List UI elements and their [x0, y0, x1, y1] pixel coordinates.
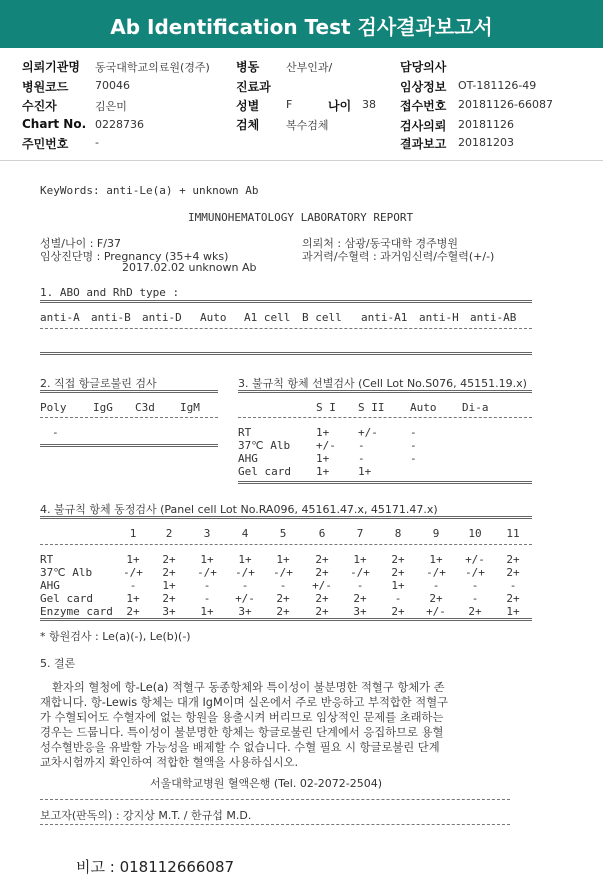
panel-cell: 2+: [162, 592, 176, 605]
screening-title: 3. 불규칙 항체 선별검사 (Cell Lot No.S076, 45151.19.x): [238, 377, 527, 390]
screening-column: S I: [316, 401, 336, 414]
ward-value: 산부인과/: [286, 61, 333, 74]
panel-cell: 2+: [315, 553, 329, 566]
panel-column: 10: [468, 527, 482, 540]
divider: [40, 444, 218, 447]
screening-cell: -: [410, 426, 417, 439]
panel-cell: 1+: [429, 553, 443, 566]
panel-cell: 1+: [506, 605, 520, 618]
panel-cell: 2+: [315, 566, 329, 579]
screening-cell: +/-: [316, 439, 336, 452]
panel-cell: 2+: [162, 566, 176, 579]
panel-cell: 2+: [126, 605, 140, 618]
panel-column: 2: [165, 527, 173, 540]
report-date-label: 결과보고: [400, 137, 447, 151]
panel-row-label: Enzyme card: [40, 605, 113, 618]
divider: [40, 417, 218, 418]
conclusion-title: 5. 결론: [40, 657, 76, 670]
panel-cell: 2+: [391, 553, 405, 566]
panel-column: 5: [279, 527, 287, 540]
screening-cell: +/-: [358, 426, 378, 439]
panel-cell: 2+: [315, 592, 329, 605]
id-number-label: 주민번호: [22, 137, 69, 151]
divider: [40, 390, 218, 393]
panel-row-label: 37℃ Alb: [40, 566, 93, 579]
panel-cell: -/+: [465, 566, 485, 579]
panel-column: 8: [394, 527, 402, 540]
panel-cell: 2+: [506, 592, 520, 605]
screening-cell: 1+: [316, 452, 330, 465]
panel-cell: -/+: [123, 566, 143, 579]
panel-cell: 1+: [238, 553, 252, 566]
abo-column: anti-H: [419, 311, 459, 324]
panel-cell: -: [129, 579, 137, 592]
hospital-code-value: 70046: [95, 79, 130, 92]
panel-cell: 1+: [200, 553, 214, 566]
specimen-label: 검체: [236, 118, 260, 132]
panel-cell: 2+: [391, 605, 405, 618]
abo-column: B cell: [302, 311, 342, 324]
sex-label: 성별: [236, 99, 260, 113]
panel-cell: -/+: [350, 566, 370, 579]
divider: [40, 516, 532, 519]
transfusion-history: 과거력/수혈력 : 과거임신력/수혈력(+/-): [302, 250, 495, 263]
panel-row-label: AHG: [40, 579, 60, 592]
conclusion-line: 교차시험까지 확인하여 적합한 혈액을 사용하십시오.: [40, 756, 299, 769]
conclusion-line: 성수혈반응을 유발할 가능성을 배제할 수 없습니다. 수혈 필요 시 항글로불린 단계: [40, 741, 440, 754]
dat-column: IgM: [180, 401, 200, 414]
sex-age: 성별/나이 : F/37: [40, 237, 121, 250]
panel-cell: -/+: [426, 566, 446, 579]
patient-label: 수진자: [22, 99, 57, 113]
panel-cell: -/+: [273, 566, 293, 579]
chart-no-value: 0228736: [95, 118, 144, 131]
panel-cell: -: [432, 579, 440, 592]
conclusion-line: 가 수혈되어도 수혈자에 없는 항원을 용출시켜 버리므로 임상적인 문제를 초래하는: [40, 711, 444, 724]
panel-cell: -: [203, 592, 211, 605]
panel-cell: -: [509, 579, 517, 592]
panel-row-label: Gel card: [40, 592, 93, 605]
screening-column: S II: [358, 401, 385, 414]
doctor-label: 담당의사: [400, 60, 447, 74]
panel-title: 4. 불규칙 항체 동정검사 (Panel cell Lot No.RA096, 45161.47.x, 45171.47.x): [40, 503, 438, 516]
request-label: 검사의뢰: [400, 119, 447, 133]
panel-cell: 2+: [162, 553, 176, 566]
panel-cell: 1+: [353, 553, 367, 566]
panel-cell: 2+: [353, 592, 367, 605]
panel-cell: -: [471, 592, 479, 605]
divider: [40, 824, 510, 825]
abo-column: A1 cell: [244, 311, 291, 324]
screening-cell: -: [358, 439, 365, 452]
abo-column: anti-AB: [470, 311, 517, 324]
panel-cell: 2+: [276, 592, 290, 605]
divider: [238, 417, 532, 418]
panel-cell: -/+: [197, 566, 217, 579]
panel-row-label: RT: [40, 553, 54, 566]
age-value: 38: [362, 98, 376, 111]
screening-cell: -: [410, 439, 417, 452]
sex-value: F: [286, 98, 293, 111]
screening-cell: -: [358, 452, 365, 465]
signature-organization: 서울대학교병원 혈액은행 (Tel. 02-2072-2504): [150, 777, 383, 790]
panel-cell: 2+: [315, 605, 329, 618]
panel-cell: 1+: [200, 605, 214, 618]
abo-column: anti-D: [142, 311, 182, 324]
panel-cell: 2+: [391, 566, 405, 579]
divider: [40, 352, 532, 355]
department-label: 진료과: [236, 80, 271, 94]
panel-cell: 3+: [162, 605, 176, 618]
divider: [40, 328, 532, 329]
divider: [40, 544, 532, 545]
abo-column: anti-A1: [361, 311, 408, 324]
panel-cell: 2+: [506, 553, 520, 566]
screening-cell: 1+: [358, 465, 372, 478]
requester: 의뢰처 : 삼광/동국대학 경주병원: [302, 237, 459, 250]
panel-column: 1: [129, 527, 137, 540]
clinical-info-value: OT-181126-49: [458, 79, 537, 92]
panel-column: 7: [356, 527, 364, 540]
panel-cell: -: [279, 579, 287, 592]
conclusion-line: 환자의 혈청에 항-Le(a) 적혈구 동종항체와 특이성이 불분명한 적혈구 항체가 존: [52, 681, 445, 694]
screening-cell: -: [410, 452, 417, 465]
institution-label: 의뢰기관명: [22, 60, 80, 74]
panel-cell: 2+: [276, 605, 290, 618]
remark: 비고 : 018112666087: [76, 858, 235, 876]
panel-column: 6: [318, 527, 326, 540]
divider: [238, 390, 532, 393]
panel-cell: 2+: [506, 566, 520, 579]
panel-cell: +/-: [235, 592, 255, 605]
lab-report-title: IMMUNOHEMATOLOGY LABORATORY REPORT: [188, 211, 414, 224]
clinical-info-label: 임상정보: [400, 80, 447, 94]
specimen-value: 복수검체: [286, 119, 329, 132]
institution-value: 동국대학교의료원(경주): [95, 61, 210, 74]
panel-cell: 1+: [126, 592, 140, 605]
divider: [238, 481, 532, 484]
ward-label: 병동: [236, 60, 260, 74]
panel-cell: +/-: [312, 579, 332, 592]
screening-cell: 1+: [316, 465, 330, 478]
divider: [40, 799, 510, 800]
panel-cell: 3+: [238, 605, 252, 618]
screening-row-label: 37℃ Alb: [238, 439, 291, 452]
chart-no-label: Chart No.: [22, 117, 87, 131]
hospital-code-label: 병원코드: [22, 80, 69, 94]
panel-cell: -: [356, 579, 364, 592]
antigen-test: * 항원검사 : Le(a)(-), Le(b)(-): [40, 630, 191, 643]
panel-cell: 1+: [276, 553, 290, 566]
age-label: 나이: [328, 99, 352, 113]
panel-cell: -: [203, 579, 211, 592]
panel-column: 3: [203, 527, 211, 540]
screening-cell: 1+: [316, 426, 330, 439]
screening-row-label: Gel card: [238, 465, 291, 478]
panel-cell: 1+: [126, 553, 140, 566]
patient-value: 김은미: [95, 100, 127, 113]
dat-column: C3d: [135, 401, 155, 414]
panel-cell: -: [471, 579, 479, 592]
divider: [40, 300, 532, 303]
reporter: 보고자(판독의) : 강지상 M.T. / 한규섭 M.D.: [40, 809, 252, 822]
panel-cell: 3+: [353, 605, 367, 618]
panel-cell: 2+: [468, 605, 482, 618]
receipt-value: 20181126-66087: [458, 98, 553, 111]
panel-column: 4: [241, 527, 249, 540]
panel-cell: 1+: [391, 579, 405, 592]
diagnosis-line-2: 2017.02.02 unknown Ab: [122, 261, 257, 274]
diagnosis-line-1: 임상진단명 : Pregnancy (35+4 wks): [40, 250, 229, 263]
screening-column: Auto: [410, 401, 437, 414]
panel-cell: +/-: [426, 605, 446, 618]
conclusion-line: 경우는 드뭅니다. 특이성이 불분명한 항체는 항글로불린 단계에서 응집하므로 용혈: [40, 726, 444, 739]
abo-column: Auto: [200, 311, 227, 324]
lab-report: [0, 166, 603, 894]
dat-column: Poly: [40, 401, 67, 414]
panel-cell: -: [394, 592, 402, 605]
request-value: 20181126: [458, 118, 514, 131]
panel-cell: -/+: [235, 566, 255, 579]
screening-row-label: AHG: [238, 452, 258, 465]
dat-title: 2. 직접 항글로불린 검사: [40, 377, 157, 390]
panel-cell: 1+: [162, 579, 176, 592]
screening-column: Di-a: [462, 401, 489, 414]
divider: [40, 618, 532, 621]
receipt-label: 접수번호: [400, 99, 447, 113]
dat-column: IgG: [93, 401, 113, 414]
panel-column: 9: [432, 527, 440, 540]
panel-column: 11: [506, 527, 520, 540]
abo-rhd-title: 1. ABO and RhD type :: [40, 286, 180, 299]
conclusion-line: 재합니다. 항-Lewis 항체는 대개 IgM이며 실온에서 주로 반응하고 부적합한 적혈구: [40, 696, 449, 709]
report-date-value: 20181203: [458, 136, 514, 149]
report-title: Ab Identification Test 검사결과보고서: [0, 0, 603, 48]
abo-column: anti-A: [40, 311, 80, 324]
abo-column: anti-B: [91, 311, 131, 324]
screening-row-label: RT: [238, 426, 252, 439]
keywords: KeyWords: anti-Le(a) + unknown Ab: [40, 184, 259, 197]
header-divider: [0, 160, 603, 161]
id-number-value: -: [95, 136, 99, 149]
dat-value: -: [52, 426, 59, 439]
panel-cell: +/-: [465, 553, 485, 566]
panel-cell: -: [241, 579, 249, 592]
panel-cell: 2+: [429, 592, 443, 605]
